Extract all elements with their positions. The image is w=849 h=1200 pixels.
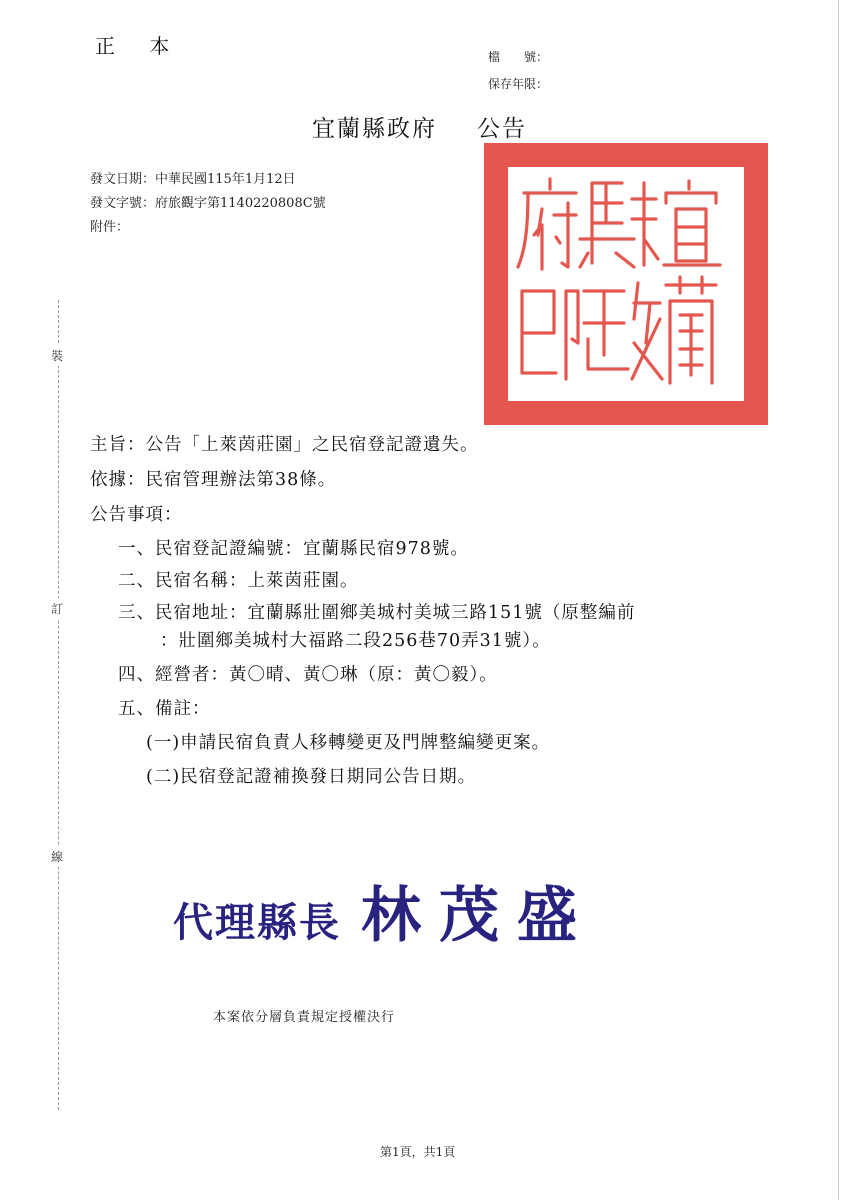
item-address: 三、民宿地址：宜蘭縣壯圍鄉美城村美城三路151號（原整編前	[118, 603, 636, 623]
binding-mark-zhuang: 裝	[51, 345, 63, 366]
binding-mark-xian: 線	[51, 846, 63, 867]
item-license-number: 一、民宿登記證編號：宜蘭縣民宿978號。	[118, 539, 469, 559]
seal-graphic	[484, 143, 768, 425]
binding-mark-ding: 訂	[51, 598, 63, 619]
remark-note-2: (二)民宿登記證補換發日期同公告日期。	[146, 767, 477, 787]
document-type: 公告	[477, 116, 527, 142]
page-number: 第1頁，共1頁	[380, 1145, 456, 1159]
basis-line: 依據：民宿管理辦法第38條。	[90, 470, 337, 490]
subject-line: 主旨：公告「上萊茵莊園」之民宿登記證遺失。	[90, 435, 479, 455]
signatory-name: 林茂盛	[361, 881, 595, 951]
official-seal	[484, 143, 768, 425]
scan-edge	[838, 0, 839, 1200]
announcement-items-heading: 公告事項：	[90, 505, 183, 525]
remark-note-1: (一)申請民宿負責人移轉變更及門牌整編變更案。	[146, 733, 551, 753]
retention-period-label: 保存年限：	[488, 77, 549, 91]
item-operators: 四、經營者：黃〇晴、黃〇琳（原：黃〇毅）。	[118, 665, 498, 685]
item-bnb-name: 二、民宿名稱：上萊茵莊園。	[118, 571, 359, 591]
reference-number: 發文字號：府旅觀字第1140220808C號	[90, 196, 326, 211]
signature-block	[173, 868, 595, 954]
binding-line	[58, 300, 59, 1110]
issue-date: 發文日期：中華民國115年1月12日	[90, 172, 296, 187]
item-remarks: 五、備註：	[118, 699, 211, 719]
page-title	[312, 110, 527, 143]
item-address-continued: ：壯圍鄉美城村大福路二段256巷70弄31號）。	[160, 631, 551, 651]
attachment-label: 附件：	[90, 220, 130, 235]
agency-name: 宜蘭縣政府	[312, 116, 437, 142]
delegation-note: 本案依分層負責規定授權決行	[213, 1010, 396, 1025]
signatory-title: 代理縣長	[173, 899, 341, 946]
file-number-label: 檔 號：	[488, 50, 549, 64]
copy-mark: 正 本	[95, 34, 184, 58]
